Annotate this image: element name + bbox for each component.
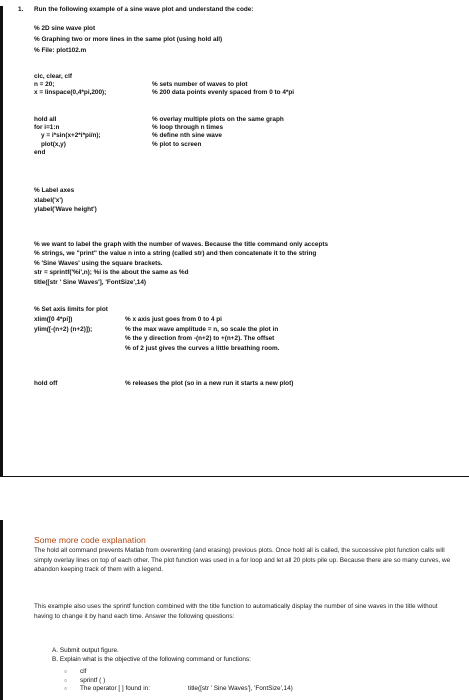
code-line: % Label axes	[34, 187, 75, 194]
code-line: hold all	[34, 116, 57, 123]
comment-line: % plot to screen	[152, 140, 202, 148]
comment-line: % define nth sine wave	[152, 132, 222, 140]
axis-header: % Set axis limits for plot	[34, 306, 108, 313]
axis-code	[34, 315, 92, 334]
explanation-paragraph-2: This example also uses the sprintf function combined with the title function to automatically display the number of sine waves in the title without having to change it by hand each time. Answer the following questions:	[34, 603, 438, 620]
bullet-item: ○ sprintf ( )	[64, 677, 150, 686]
code-line: % 'Sine Waves' using the square brackets.	[34, 259, 163, 267]
code-line: xlabel('x')	[34, 196, 63, 204]
comment-line: % the max wave amplitude = n, so scale the plot in	[125, 325, 279, 333]
code-line: title([str ' Sine Waves'], 'FontSize',14)	[34, 278, 147, 286]
comment-line: % 200 data points evenly spaced from 0 to 4*pi	[152, 89, 295, 97]
comment-line: % Graphing two or more lines in the same plot (using hold all)	[34, 36, 223, 43]
bullet-item: ○ The operator [ ] found in:	[64, 685, 150, 694]
code-line: n = 20;	[34, 81, 55, 89]
code-line: % strings, we "print" the value n into a string (called str) and then concatenate it to the string	[34, 250, 317, 258]
code-line: str = sprintf('%i',n); %i is the about the same as %d	[34, 269, 189, 277]
setup-code	[34, 73, 106, 98]
code-line: % we want to label the graph with the number of waves. Because the title command only accepts	[34, 241, 329, 248]
loop-code	[34, 116, 101, 157]
explanation-heading: Some more code explanation	[34, 535, 146, 545]
comment-line: % loop through n times	[152, 124, 224, 132]
code-line: xlim([0 4*pi])	[34, 316, 73, 323]
comment-line: % of 2 just gives the curves a little breathing room.	[125, 344, 280, 352]
code-line: clc, clear, clf	[34, 73, 73, 80]
function-bullets	[64, 668, 150, 694]
code-line: x = linspace(0,4*pi,200);	[34, 89, 107, 97]
comment-line: % 2D sine wave plot	[34, 25, 96, 32]
hold-off-comment: % releases the plot (so in a new run it starts a new plot)	[125, 380, 294, 387]
comment-line: % overlay multiple plots on the same graph	[152, 116, 284, 123]
code-line: end	[34, 148, 46, 156]
code-line: plot(x,y)	[41, 140, 66, 148]
header-comments	[34, 23, 222, 56]
code-line: for i=1:n	[34, 124, 60, 132]
question-number: 1.	[18, 6, 24, 13]
task-item: B. Explain what is the objective of the following command or functions:	[52, 656, 251, 664]
page-divider	[0, 476, 469, 477]
comment-line: % the y direction from -(n+2) to +(n+2). The offset	[125, 335, 275, 343]
page-left-border-lower	[0, 520, 3, 700]
code-line: y = i*sin(x+2*i*pi/n);	[41, 132, 101, 140]
task-list	[52, 646, 251, 665]
title-block	[34, 240, 328, 287]
comment-line: % x axis just goes from 0 to 4 pi	[125, 316, 222, 323]
label-axes-block	[34, 186, 97, 215]
comment-line: % File: plot102.m	[34, 47, 87, 54]
loop-comments	[152, 116, 284, 149]
setup-comments	[152, 81, 294, 97]
bullet-code: title([str ' Sine Waves'], 'FontSize',14)	[188, 685, 293, 692]
code-line: ylabel('Wave height')	[34, 206, 97, 214]
bullet-item: ○ clf	[64, 668, 150, 677]
axis-comments	[125, 315, 279, 353]
question-title: Run the following example of a sine wave plot and understand the code:	[34, 6, 254, 13]
page-left-border	[0, 6, 3, 476]
code-line: ylim([-(n+2) (n+2)]);	[34, 325, 93, 333]
task-item: A. Submit output figure.	[52, 647, 119, 654]
hold-off-code: hold off	[34, 380, 58, 387]
comment-line: % sets number of waves to plot	[152, 81, 248, 88]
explanation-paragraph-1: The hold all command prevents Matlab from overwriting (and erasing) previous plots. Once hold all is called, the successive plot function calls will simply overlay lines on top of each other. The plot function was used in a for loop and let all 20 plots pile up. Because there are so many curves, we abandon keeping track of them with a legend.	[34, 547, 451, 574]
